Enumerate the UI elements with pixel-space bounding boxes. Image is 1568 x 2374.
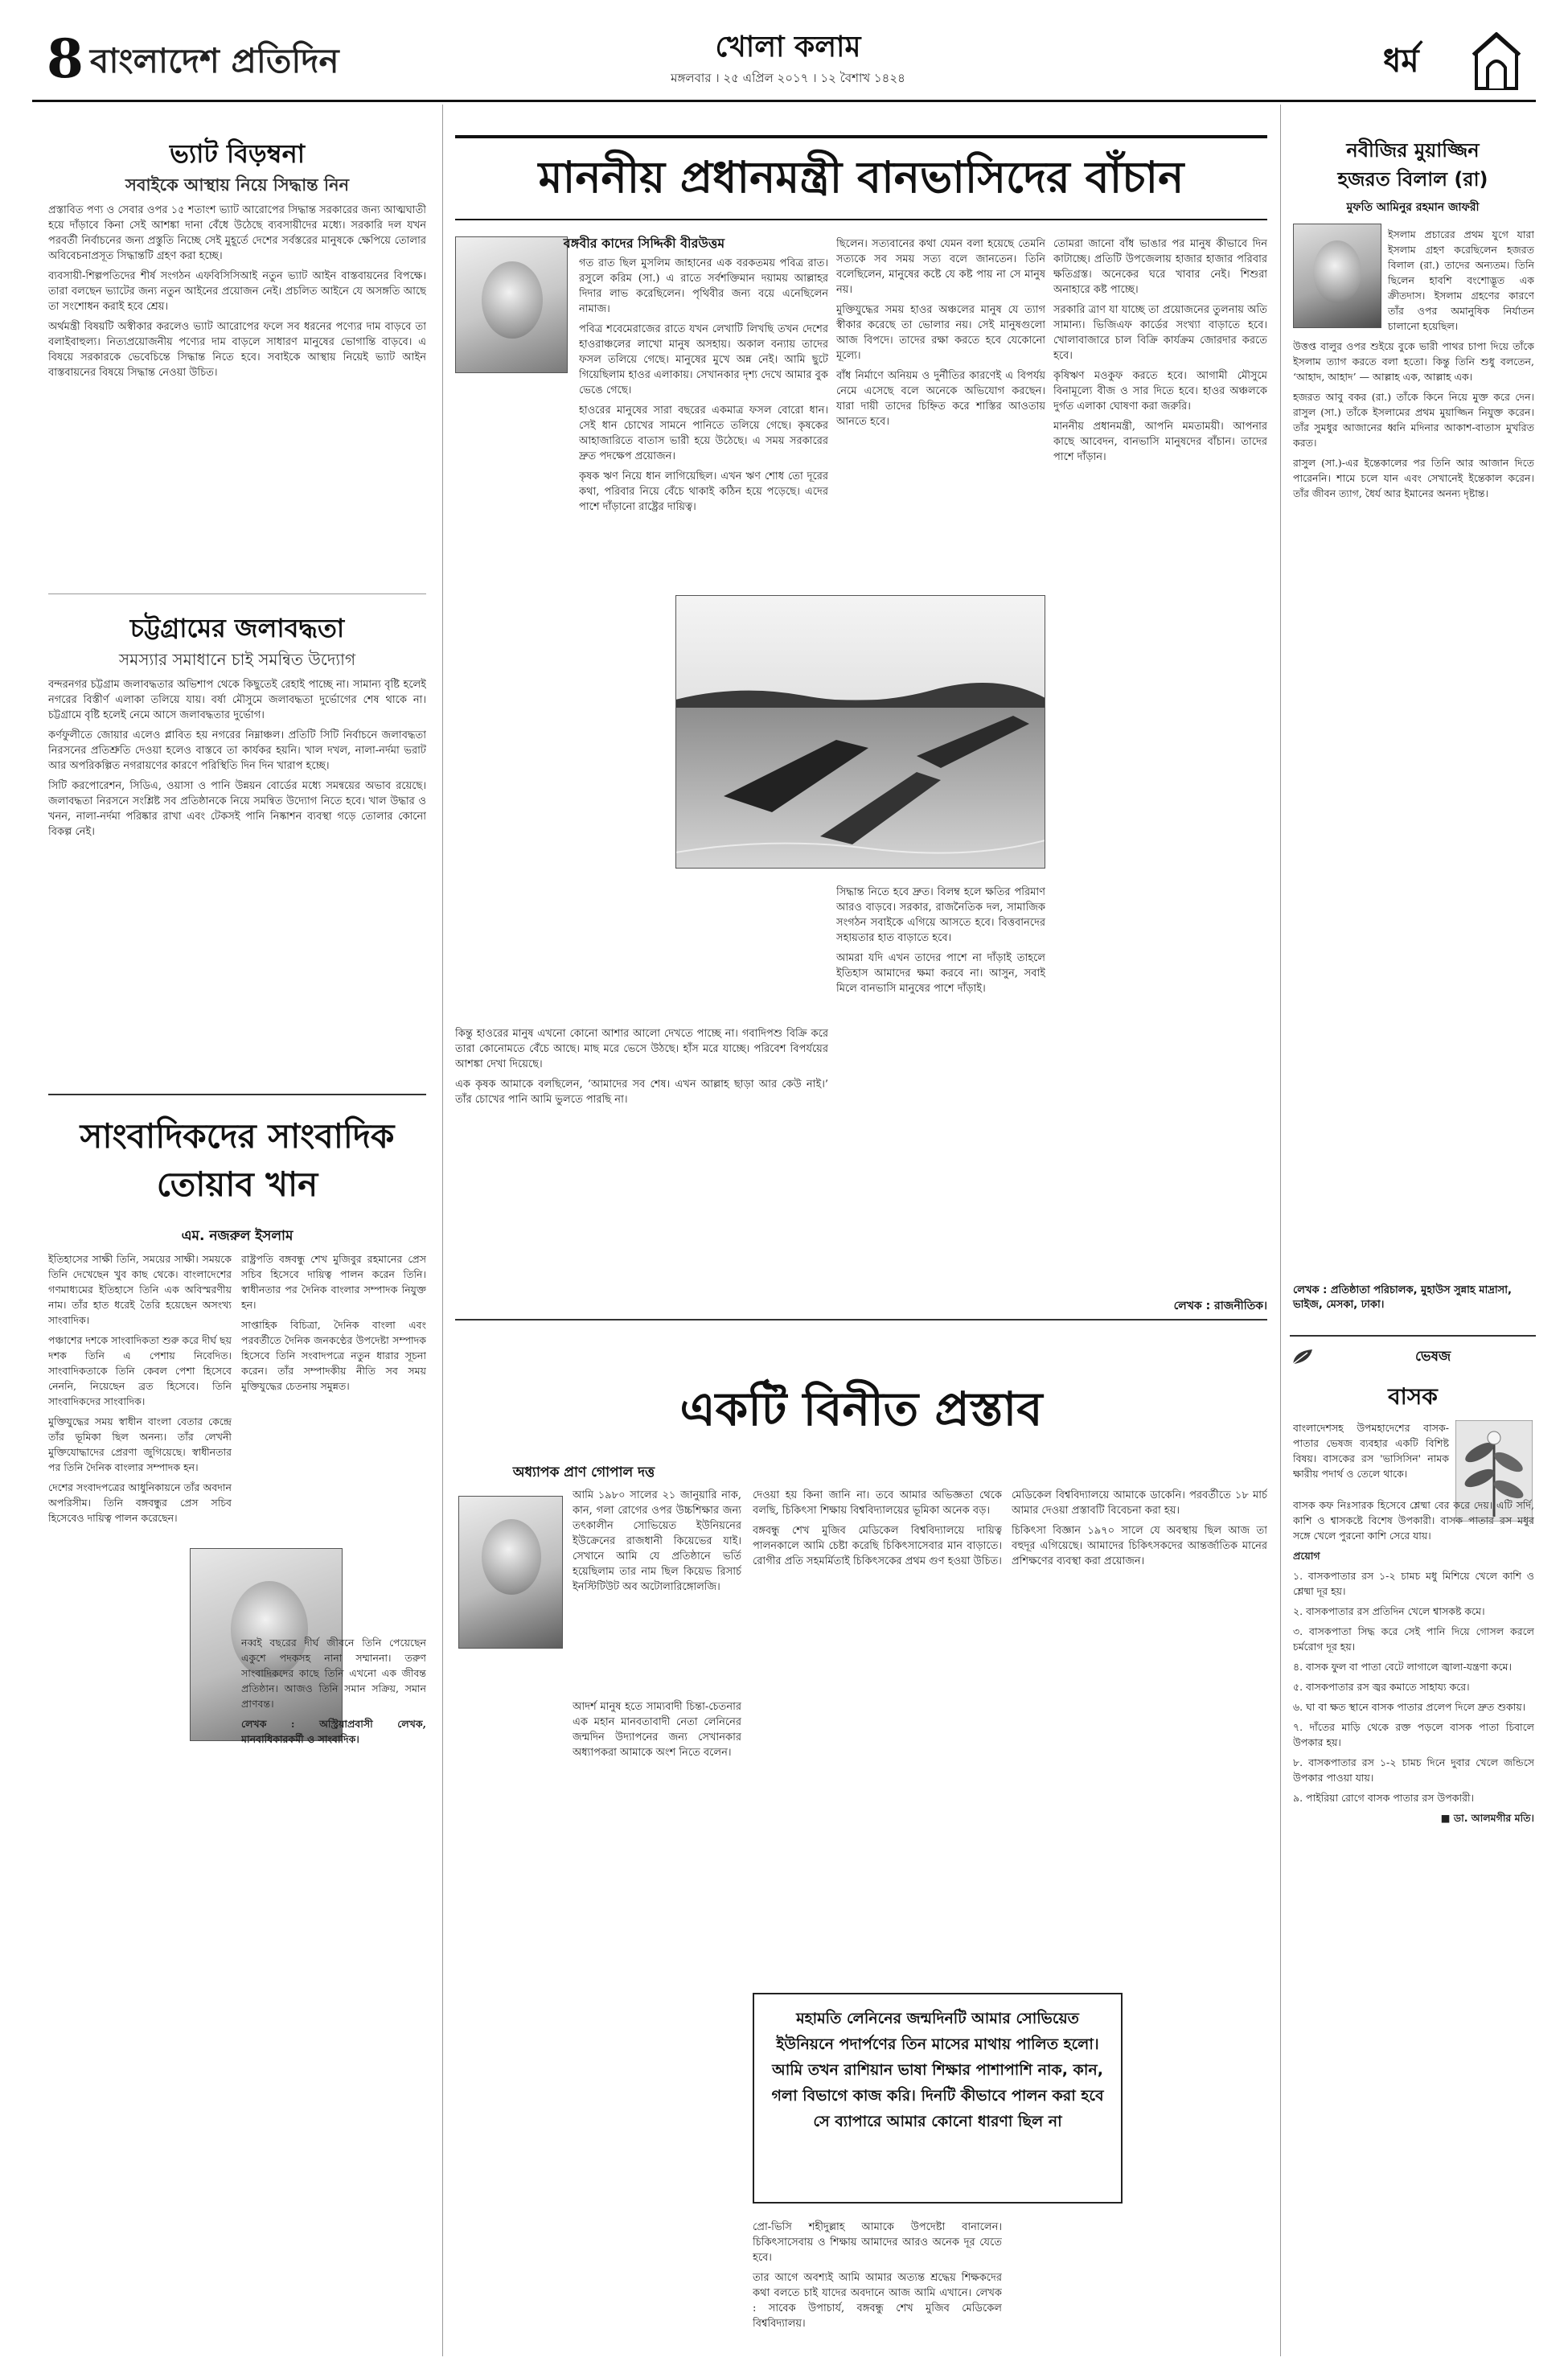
banvasi-paragraph: ছিলেন। সত্যবানের কথা যেমন বলা হয়েছে তেমনি সত্যকে সব সময় সত্য বলে জানতেন। তিনি বলেছিলেন, মানুষের কষ্টে যে কষ্ট পায় না সে মানুষ নয়। [836, 238, 1045, 296]
banvasi-paragraph: মুক্তিযুদ্ধের সময় হাওর অঞ্চলের মানুষ যে ত্যাগ স্বীকার করেছে তা ভোলার নয়। সেই মানুষগুলো আজ বিপদে। তাদের রক্ষা করতে হবে যেকোনো মূল্যে। [836, 304, 1045, 362]
bilal-body [1293, 227, 1534, 1256]
herbal-use: ৪. বাসক ফুল বা পাতা বেটে লাগালে জ্বালা-যন্ত্রণা কমে। [1293, 1661, 1512, 1673]
proposal-col3 [1012, 1488, 1267, 2340]
herbal-use: ১. বাসকপাতার রস ১-২ চামচ মধু মিশিয়ে খেলে কাশি ও শ্লেষ্মা দূর হয়। [1293, 1570, 1534, 1597]
vat-title: ভ্যাট বিড়ম্বনা [169, 138, 306, 169]
toab-paragraph: পঞ্চাশের দশকে সাংবাদিকতা শুরু করে দীর্ঘ ছয় দশক তিনি এ পেশায় নিবেদিত। সাংবাদিকতাকে তিনি কেবল পেশা হিসেবে নেননি, নিয়েছেন ব্রত হিসেবে। তিনি সাংবাদিকদের সাংবাদিক। [48, 1334, 232, 1407]
banvasi-paragraph: কৃষক ঋণ নিয়ে ধান লাগিয়েছিল। এখন ঋণ শোধ তো দূরের কথা, পরিবার নিয়ে বেঁচে থাকাই কঠিন হয়ে পড়েছে। এদের পাশে দাঁড়ানো রাষ্ট্রের দায়িত্ব। [579, 470, 828, 513]
ctg-paragraph: কর্ণফুলীতে জোয়ার এলেও প্লাবিত হয় নগরের নিম্নাঞ্চল। প্রতিটি সিটি নির্বাচনে জলাবদ্ধতা নিরসনের প্রতিশ্রুতি দেওয়া হলেও বাস্তবে তা কার্যকর হয়নি। খাল দখল, নালা-নর্দমা ভরাট আর অপরিকল্পিত নগরায়ণের কারণে পরিস্থিতি দিন দিন খারাপ হচ্ছে। [48, 729, 426, 772]
herbal-section: ভেষজ [1415, 1349, 1451, 1365]
banvasi-paragraph: গত রাত ছিল মুসলিম জাহানের এক বরকতময় পবিত্র রাত। রসুলে করিম (সা.) এ রাতে সর্বশক্তিমান দয়াময় আল্লাহর দিদার লাভ করেছিলেন। পৃথিবীর জন্য বয়ে এনেছিলেন নামাজ। [579, 257, 828, 315]
herbal-use: ৬. ঘা বা ক্ষত স্থানে বাসক পাতার প্রলেপ দিলে দ্রুত শুকায়। [1293, 1701, 1526, 1713]
page-number: 8 [47, 27, 84, 90]
banvasi-title: মাননীয় প্রধানমন্ত্রী বানভাসিদের বাঁচান [538, 152, 1184, 203]
banvasi-paragraph: কিন্তু হাওরের মানুষ এখনো কোনো আশার আলো দেখতে পাচ্ছে না। গবাদিপশু বিক্রি করে তারা কোনোমতে বেঁচে আছে। মাছ মরে ভেসে উঠছে। হাঁস মরে যাচ্ছে। পরিবেশ বিপর্যয়ের আশঙ্কা দেখা দিয়েছে। [455, 1028, 828, 1070]
leaf-icon [1291, 1348, 1314, 1366]
toab-paragraph: নব্বই বছরের দীর্ঘ জীবনে তিনি পেয়েছেন একুশে পদকসহ নানা সম্মাননা। তরুণ সাংবাদিকদের কাছে তিনি এখনো এক জীবন্ত প্রতিষ্ঠান। আজও তিনি সমান সক্রিয়, সমান প্রাণবন্ত। [241, 1637, 426, 1710]
banvasi-paragraph: কৃষিঋণ মওকুফ করতে হবে। আগামী মৌসুমে বিনামূল্যে বীজ ও সার দিতে হবে। হাওর অঞ্চলকে দুর্গত এলাকা ঘোষণা করা জরুরি। [1053, 370, 1267, 413]
bilal-paragraph: ইসলাম প্রচারের প্রথম যুগে যারা ইসলাম গ্রহণ করেছিলেন হজরত বিলাল (রা.) তাদের অন্যতম। তিনি ছিলেন হাবশি বংশোদ্ভূত এক ক্রীতদাস। ইসলাম গ্রহণের কারণে তাঁর ওপর অমানুষিক নির্যাতন চালানো হয়েছিল। [1388, 228, 1534, 332]
proposal-pull-quote: মহামতি লেনিনের জন্মদিনটি আমার সোভিয়েত ইউনিয়নে পদার্পণের তিন মাসের মাথায় পালিত হলো। আমি তখন রাশিয়ান ভাষা শিক্ষার পাশাপাশি নাক, কান, গলা বিভাগে কাজ করি। দিনটি কীভাবে পালন করা হবে সে ব্যাপারে আমার কোনো ধারণা ছিল না [753, 1993, 1123, 2204]
herbal-use: ৮. বাসকপাতার রস ১-২ চামচ দিনে দুবার খেলে জন্ডিসে উপকার পাওয়া যায়। [1293, 1756, 1534, 1784]
herbal-paragraph: বাসক কফ নিঃসারক হিসেবে শ্লেষ্মা বের করে দেয়। এটি সর্দি, কাশি ও শ্বাসকষ্টে বিশেষ উপকারী। বাসক পাতার রস মধুর সঙ্গে খেলে পুরনো কাশি সেরে যায়। [1293, 1499, 1534, 1542]
portrait-face [482, 1519, 541, 1595]
ctg-title: চট্টগ্রামের জলাবদ্ধতা [129, 613, 345, 643]
proposal-paragraph: আদর্শ মানুষ হতে সাম্যবাদী চিন্তা-চেতনার এক মহান মানবতাবাদী নেতা লেনিনের জন্মদিন উদ্যাপনের জন্য সেখানকার অধ্যাপকরা আমাকে অংশ নিতে বলেন। [573, 1701, 741, 1759]
banvasi-author: বঙ্গবীর কাদের সিদ্দিকী বীরউত্তম [563, 236, 725, 251]
banvasi-paragraph: সরকারি ত্রাণ যা যাচ্ছে তা প্রয়োজনের তুলনায় অতি সামান্য। ভিজিএফ কার্ডের সংখ্যা বাড়াতে হবে। খোলাবাজারে চাল বিক্রি কার্যক্রম জোরদার করতে হবে। [1053, 304, 1267, 362]
proposal-col1 [573, 1488, 741, 2340]
flood-photo [675, 595, 1045, 869]
herbal-use: ৯. পাইরিয়া রোগে বাসক পাতার রস উপকারী। [1293, 1792, 1474, 1804]
ctg-paragraph: সিটি করপোরেশন, সিডিএ, ওয়াসা ও পানি উন্নয়ন বোর্ডের মধ্যে সমন্বয়ের অভাব রয়েছে। জলাবদ্ধতা নিরসনে সংশ্লিষ্ট সব প্রতিষ্ঠানকে নিয়ে সমন্বিত উদ্যোগ নিতে হবে। খাল উদ্ধার ও খনন, নালা-নর্দমা পরিষ্কার রাখা এবং টেকসই পানি নিষ্কাশন ব্যবস্থা গড়ে তোলার কোনো বিকল্প নেই। [48, 780, 426, 838]
section-rule [48, 1094, 426, 1095]
toab-body-right [241, 1251, 426, 2345]
masthead-rule [32, 100, 1536, 102]
proposal-author: অধ্যাপক প্রাণ গোপাল দত্ত [512, 1464, 655, 1481]
proposal-paragraph: তার আগে অবশ্যই আমি আমার অত্যন্ত শ্রদ্ধেয় শিক্ষকদের কথা বলতে চাই যাদের অবদানে আজ আমি এখানে। লেখক : সাবেক উপাচার্য, বঙ্গবন্ধু শেখ মুজিব মেডিকেল বিশ্ববিদ্যালয়। [753, 2272, 1002, 2330]
bilal-footer: লেখক : প্রতিষ্ঠাতা পরিচালক, মুহাউস সুন্নাহ মাদ্রাসা, ভাইজ, মেসকা, ঢাকা। [1293, 1284, 1512, 1311]
section-rule [1290, 1335, 1536, 1337]
toab-paragraph: মুক্তিযুদ্ধের সময় স্বাধীন বাংলা বেতার কেন্দ্রে তাঁর ভূমিকা ছিল অনন্য। তাঁর লেখনী মুক্তিযোদ্ধাদের প্রেরণা জুগিয়েছে। স্বাধীনতার পর তিনি দৈনিক বাংলার সম্পাদক হন। [48, 1415, 232, 1473]
proposal-paragraph: প্রো-ভিসি শহীদুল্লাহ আমাকে উপদেষ্টা বানালেন। চিকিৎসাসেবায় ও শিক্ষায় আমাদের আরও অনেক দূর যেতে হবে। [753, 2221, 1002, 2264]
banvasi-col3 [1053, 236, 1267, 1290]
banvasi-paragraph: এক কৃষক আমাকে বলছিলেন, ‘আমাদের সব শেষ। এখন আল্লাহ ছাড়া আর কেউ নাই।’ তাঁর চোখের পানি আমি ভুলতে পারছি না। [455, 1078, 828, 1106]
banvasi-footer: লেখক : রাজনীতিক। [1173, 1300, 1267, 1312]
vat-subtitle: সবাইকে আস্থায় নিয়ে সিদ্ধান্ত নিন [125, 175, 350, 195]
proposal-below-quote [753, 2220, 1002, 2348]
portrait-face [482, 261, 543, 339]
banvasi-paragraph: হাওরের মানুষের সারা বছরের একমাত্র ফসল বোরো ধান। সেই ধান চোখের সামনে পানিতে তলিয়ে গেছে। কৃষকের আহাজারিতে বাতাস ভারী হয়ে উঠেছে। এ সময় সরকারের দ্রুত পদক্ষেপ প্রয়োজন। [579, 405, 828, 462]
toab-title-line1: সাংবাদিকদের সাংবাদিক [80, 1116, 395, 1156]
banvasi-col2 [836, 236, 1045, 582]
herbal-intro: বাংলাদেশসহ উপমহাদেশের বাসক-পাতার ভেষজ ব্যবহার একটি বিশিষ্ট বিষয়। বাসকের রস 'ভাসিসিন' নামক ক্ষারীয় পদার্থ ও তেলে থাকে। [1293, 1422, 1449, 1480]
toab-body-left [48, 1251, 232, 2345]
toab-paragraph: রাষ্ট্রপতি বঙ্গবন্ধু শেখ মুজিবুর রহমানের প্রেস সচিব হিসেবে দায়িত্ব পালন করেন তিনি। স্বাধীনতার পর দৈনিক বাংলার সম্পাদক নিযুক্ত হন। [241, 1253, 426, 1311]
bilal-paragraph: উত্তপ্ত বালুর ওপর শুইয়ে বুকে ভারী পাথর চাপা দিয়ে তাঁকে ইসলাম ত্যাগ করতে বলা হতো। কিন্তু তিনি শুধু বলতেন, ‘আহাদ, আহাদ’ — আল্লাহ এক, আল্লাহ এক। [1293, 340, 1534, 383]
ctg-subtitle: সমস্যার সমাধানে চাই সমন্বিত উদ্যোগ [118, 650, 356, 669]
banvasi-below-photo-right [836, 885, 1045, 1287]
bilal-author: মুফতি আমিনুর রহমান জাফরী [1346, 201, 1480, 214]
bilal-title-line2: হজরত বিলাল (রা) [1337, 168, 1488, 191]
herbal-heading: প্রয়োগ [1293, 1550, 1320, 1562]
proposal-paragraph: মেডিকেল বিশ্ববিদ্যালয়ে আমাকে ডাকেনি। পরবর্তীতে ১৮ মার্চ আমার দেওয়া প্রস্তাবটি বিবেচনা করা হয়। [1012, 1489, 1267, 1517]
proposal-paragraph: চিকিৎসা বিজ্ঞান ১৯৭০ সালে যে অবস্থায় ছিল আজ তা বহুদূর এগিয়েছে। আমাদের চিকিৎসকদের আন্তর্জাতিক মানের প্রশিক্ষণের ব্যবস্থা করা প্রয়োজন। [1012, 1525, 1267, 1567]
herbal-use: ২. বাসকপাতার রস প্রতিদিন খেলে শ্বাসকষ্ট কমে। [1293, 1605, 1485, 1617]
paper-name: বাংলাদেশ প্রতিদিন [90, 41, 339, 80]
pran-gopal-photo [458, 1496, 563, 1649]
herbal-body [1293, 1420, 1534, 2353]
mosque-icon [1470, 32, 1523, 90]
bilal-paragraph: হজরত আবু বকর (রা.) তাঁকে কিনে নিয়ে মুক্ত করে দেন। রাসুল (সা.) তাঁকে ইসলামের প্রথম মুয়াজ্জিন নিযুক্ত করেন। তাঁর সুমধুর আজানের ধ্বনি মদিনার আকাশ-বাতাস মুখরিত করত। [1293, 391, 1534, 449]
banvasi-paragraph: পবিত্র শবেমেরাজের রাতে যখন লেখাটি লিখছি তখন দেশের হাওরাঞ্চলের লাখো মানুষ অসহায়। অকাল বন্যায় তাদের ফসল তলিয়ে গেছে। মানুষের মুখে অন্ন নেই। আমি ছুটে গিয়েছিলাম হাওর এলাকায়। সেখানকার দৃশ্য দেখে আমার বুক ভেঙে গেছে। [579, 323, 828, 396]
ctg-body [48, 677, 426, 1079]
bilal-title-line1: নবীজির মুয়াজ্জিন [1346, 139, 1480, 162]
banvasi-paragraph: সিদ্ধান্ত নিতে হবে দ্রুত। বিলম্ব হলে ক্ষতির পরিমাণ আরও বাড়বে। সরকার, রাজনৈতিক দল, সামাজিক সংগঠন সবাইকে এগিয়ে আসতে হবে। বিত্তবানদের সহায়তার হাত বাড়াতে হবে। [836, 886, 1045, 944]
herbal-use: ৩. বাসকপাতা সিদ্ধ করে সেই পানি দিয়ে গোসল করলে চর্মরোগ দূর হয়। [1293, 1625, 1534, 1653]
proposal-paragraph: দেওয়া হয় কিনা জানি না। তবে আমার অভিজ্ঞতা থেকে বলছি, চিকিৎসা শিক্ষায় বিশ্ববিদ্যালয়ের ভূমিকা অনেক বড়। [753, 1489, 1002, 1517]
banvasi-paragraph: বাঁধ নির্মাণে অনিয়ম ও দুর্নীতির কারণেই এ বিপর্যয় নেমে এসেছে বলে অনেকে অভিযোগ করছেন। যারা দায়ী তাদের চিহ্নিত করে শাস্তির আওতায় আনতে হবে। [836, 370, 1045, 428]
toab-footer: লেখক : অস্ট্রিয়াপ্রবাসী লেখক, মানবাধিকারকর্মী ও সাংবাদিক। [241, 1718, 426, 1745]
banvasi-below-photo-left [455, 1026, 828, 1292]
proposal-title: একটি বিনীত প্রস্তাব [679, 1382, 1043, 1436]
bilal-paragraph: রাসুল (সা.)-এর ইন্তেকালের পর তিনি আর আজান দিতে পারেননি। শামে চলে যান এবং সেখানেই ইন্তেকাল করেন। তাঁর জীবন ত্যাগ, ধৈর্য আর ইমানের অনন্য দৃষ্টান্ত। [1293, 457, 1534, 499]
herbal-use: ৭. দাঁতের মাড়ি থেকে রক্ত পড়লে বাসক পাতা চিবালে উপকার হয়। [1293, 1721, 1534, 1748]
vat-paragraph: প্রস্তাবিত পণ্য ও সেবার ওপর ১৫ শতাংশ ভ্যাট আরোপের সিদ্ধান্ত সরকারের জন্য আত্মঘাতী হয়ে দাঁড়াবে কিনা সেই আশঙ্কা দানা বেঁধে উঠেছে ব্যবসায়ীদের মধ্যে। সরকারি দল যখন পরবর্তী নির্বাচনের জন্য প্রস্তুতি নিচ্ছে সেই মুহূর্তে দেশের সর্বস্তরের মানুষকে ক্ষেপিয়ে তোলার অবিবেচনাপ্রসূত সিদ্ধান্তটি গ্রহণ করা হচ্ছে। [48, 204, 426, 262]
section-title: খোলা কলাম [715, 31, 861, 64]
herbal-title: বাসক [1388, 1383, 1438, 1410]
herbal-footer: ■ ডা. আলমগীর মতি। [1440, 1812, 1534, 1824]
vat-paragraph: ব্যবসায়ী-শিল্পপতিদের শীর্ষ সংগঠন এফবিসিসিআই নতুন ভ্যাট আইন বাস্তবায়নের বিপক্ষে। তারা বলছেন ভ্যাটের জন্য নতুন আইনের প্রয়োজন নেই। প্রচলিত আইনে যে অসঙ্গতি আছে তা সংশোধন করাই হবে শ্রেয়। [48, 270, 426, 313]
vat-body [48, 203, 426, 573]
vat-paragraph: অর্থমন্ত্রী বিষয়টি অস্বীকার করলেও ভ্যাট আরোপের ফলে সব ধরনের পণ্যের দাম বাড়বে তা বলাইবাহুল্য। নিত্যপ্রয়োজনীয় পণ্যের দাম বাড়লে সাধারণ মানুষের ভোগান্তি বাড়বে। এ বিষয়ে সরকারকে ভেবেচিন্তে সিদ্ধান্ত নিতে হবে। সবাইকে আস্থায় নিয়েই ভ্যাট আইন বাস্তবায়নের বিষয়ে সিদ্ধান্ত নেওয়া উচিত। [48, 321, 426, 379]
banvasi-paragraph: তোমরা জানো বাঁধ ভাঙার পর মানুষ কীভাবে দিন কাটাচ্ছে। প্রতিটি উপজেলায় হাজার হাজার পরিবার ক্ষতিগ্রস্ত। অনেকের ঘরে খাবার নেই। শিশুরা অনাহারে কষ্ট পাচ্ছে। [1053, 238, 1267, 296]
issue-date: মঙ্গলবার । ২৫ এপ্রিল ২০১৭ । ১২ বৈশাখ ১৪২৪ [671, 71, 905, 85]
section-rule [455, 1319, 1267, 1320]
ctg-paragraph: বন্দরনগর চট্টগ্রাম জলাবদ্ধতার অভিশাপ থেকে কিছুতেই রেহাই পাচ্ছে না। সামান্য বৃষ্টি হলেই নগরের বিস্তীর্ণ এলাকা তলিয়ে যায়। বর্ষা মৌসুমে জলাবদ্ধতা দুর্ভোগের শেষ থাকে না। চট্টগ্রামে বৃষ্টি হলেই নেমে আসে জলাবদ্ধতার দুর্ভোগ। [48, 679, 426, 721]
toab-paragraph: সাপ্তাহিক বিচিত্রা, দৈনিক বাংলা এবং পরবর্তীতে দৈনিক জনকণ্ঠের উপদেষ্টা সম্পাদক হিসেবে তিনি সংবাদপত্রে নতুন ধারার সূচনা করেন। তাঁর সম্পাদকীয় নীতি সব সময় মুক্তিযুদ্ধের চেতনায় সমুন্নত। [241, 1319, 426, 1392]
right-section-title: ধর্ম [1383, 43, 1419, 80]
proposal-paragraph: আমি ১৯৮০ সালের ২১ জানুয়ারি নাক, কান, গলা রোগের ওপর উচ্চশিক্ষার জন্য তৎকালীন সোভিয়েত ইউনিয়নের ইউক্রেনের রাজধানী কিয়েভের যাই। সেখানে আমি যে প্রতিষ্ঠানে ভর্তি হয়েছিলাম তার নাম ছিল কিয়েভ রিসার্চ ইনস্টিটিউট অব অটোলারিঙ্গোলজি। [573, 1489, 741, 1593]
proposal-paragraph: বঙ্গবন্ধু শেখ মুজিব মেডিকেল বিশ্ববিদ্যালয়ে দায়িত্ব পালনকালে আমি চেষ্টা করেছি চিকিৎসাসেবার মান বাড়াতে। রোগীর প্রতি সহমর্মিতাই চিকিৎসকের প্রথম গুণ হওয়া উচিত। [753, 1525, 1002, 1567]
proposal-col2 [753, 1488, 1002, 1978]
banvasi-paragraph: মাননীয় প্রধানমন্ত্রী, আপনি মমতাময়ী। আপনার কাছে আবেদন, বানভাসি মানুষদের বাঁচান। তাদের পাশে দাঁড়ান। [1053, 421, 1267, 463]
toab-author: এম. নজরুল ইসলাম [181, 1228, 293, 1244]
toab-paragraph: ইতিহাসের সাক্ষী তিনি, সময়ের সাক্ষী। সময়কে তিনি দেখেছেন খুব কাছ থেকে। বাংলাদেশের গণমাধ্যমের ইতিহাসে তিনি এক অবিস্মরণীয় নাম। তাঁর হাত ধরেই তৈরি হয়েছেন অসংখ্য সাংবাদিক। [48, 1253, 232, 1326]
kader-siddiqui-photo [455, 236, 568, 373]
banvasi-paragraph: আমরা যদি এখন তাদের পাশে না দাঁড়াই তাহলে ইতিহাস আমাদের ক্ষমা করবে না। আসুন, সবাই মিলে বানভাসি মানুষের পাশে দাঁড়াই। [836, 952, 1045, 995]
column-divider [442, 105, 443, 2356]
toab-paragraph: দেশের সংবাদপত্রের আধুনিকায়নে তাঁর অবদান অপরিসীম। তিনি বঙ্গবন্ধুর প্রেস সচিব হিসেবেও দায়িত্ব পালন করেছেন। [48, 1481, 232, 1524]
column-divider [1280, 105, 1281, 2356]
herbal-use: ৫. বাসকপাতার রস জ্বর কমাতে সাহায্য করে। [1293, 1681, 1470, 1693]
toab-title-line2: তোয়াব খান [156, 1164, 318, 1204]
